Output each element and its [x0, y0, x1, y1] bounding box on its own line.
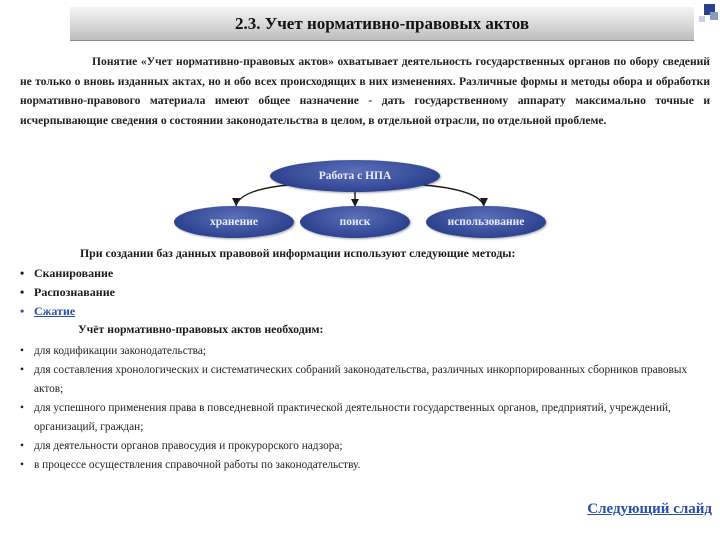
- diagram-node-usage: использование: [426, 206, 546, 238]
- corner-decoration-icon: [694, 0, 720, 26]
- list-item: • для успешного применения права в повседневной практической деятельности государственных органов, предприятий, учреждений, организаций, граждан;: [20, 399, 700, 437]
- diagram-node-root: Работа с НПА: [270, 160, 440, 192]
- diagram-node-storage: хранение: [174, 206, 294, 238]
- list-item: • для деятельности органов правосудия и прокурорского надзора;: [20, 437, 700, 456]
- list-item: • Распознавание: [20, 283, 115, 302]
- connector-right: [410, 184, 484, 206]
- list-item: • в процессе осуществления справочной работы по законодательству.: [20, 456, 700, 475]
- title-bar: [70, 7, 694, 41]
- uses-heading: Учёт нормативно-правовых актов необходим:: [78, 322, 324, 336]
- list-item: • для кодификации законодательства;: [20, 342, 700, 361]
- diagram-node-search: поиск: [300, 206, 410, 238]
- compression-link[interactable]: • Сжатие: [20, 302, 115, 321]
- list-item: • для составления хронологических и систематических собраний законодательства, различных инкорпорированных сборников правовых актов;: [20, 361, 700, 399]
- methods-list: [20, 264, 115, 321]
- page-title: 2.3. Учет нормативно-правовых актов: [234, 14, 530, 33]
- uses-list: [20, 342, 700, 475]
- methods-heading: При создании баз данных правовой информации используют следующие методы:: [80, 246, 516, 260]
- next-slide-link[interactable]: Следующий слайд: [587, 501, 712, 517]
- intro-paragraph: Понятие «Учет нормативно-правовых актов» охватывает деятельность государственных органов по обору сведений не только о вновь изданных актах, но и обо всех происходящих в них изменениях. Различные формы и методы обора и обработки нормативно-правового материала имеют общее назначение - дать государственному аппарату максимально точные и исчерпывающие сведения о состоянии законодательства в целом, в отдельной отрасли, по отдельной проблеме.: [20, 55, 710, 127]
- connector-left: [236, 184, 300, 206]
- list-item: • Сканирование: [20, 264, 115, 283]
